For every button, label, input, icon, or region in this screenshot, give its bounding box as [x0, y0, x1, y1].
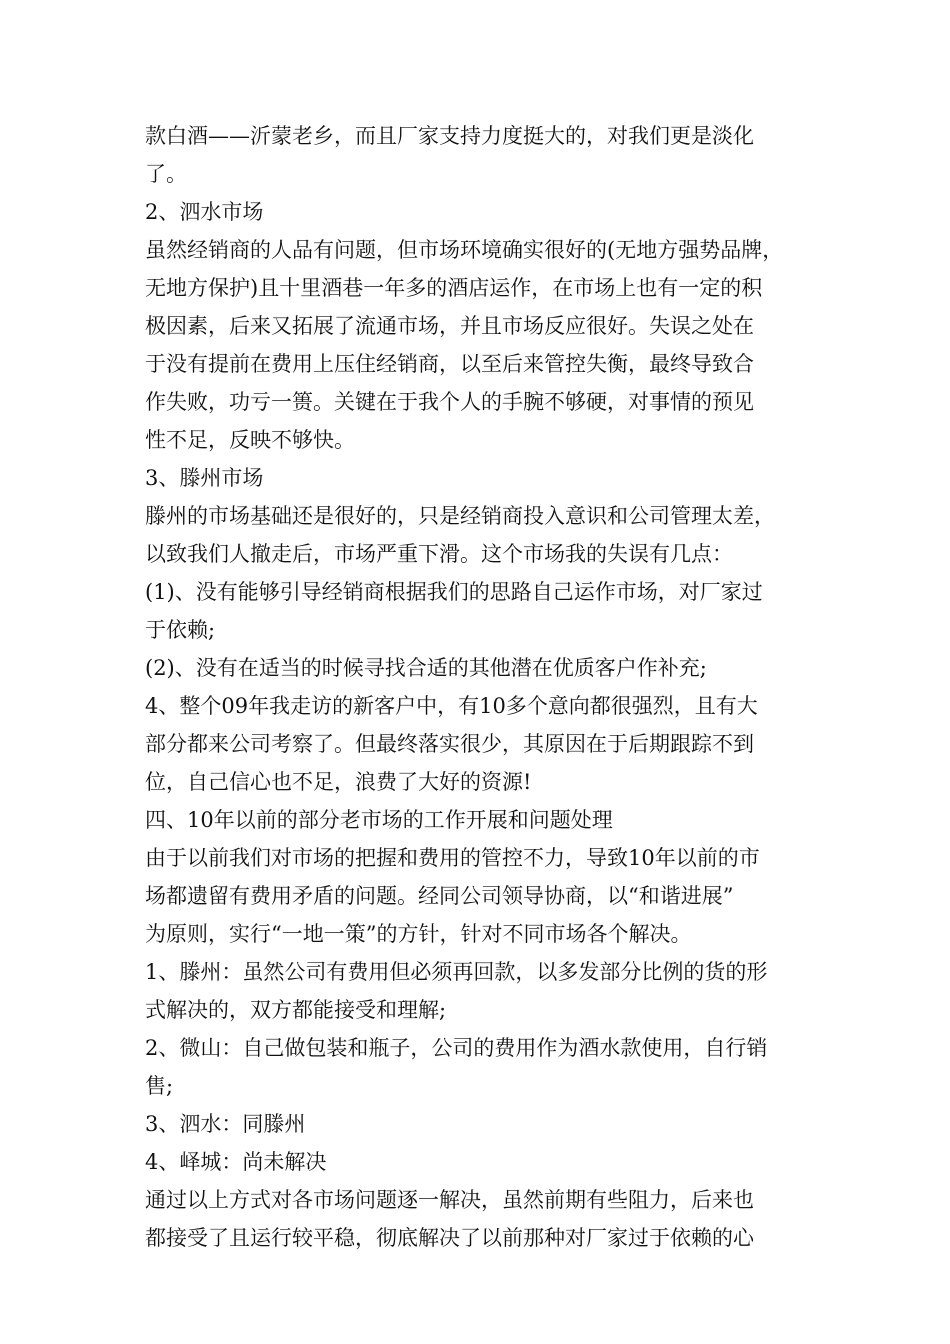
list-item: 4、峄城：尚未解决	[145, 1150, 327, 1174]
text-line: 性不足，反映不够快。	[145, 428, 355, 452]
text-line: 场都遗留有费用矛盾的问题。经同公司领导协商，以“和谐进展”	[145, 884, 734, 908]
section-heading: 2、泗水市场	[145, 200, 264, 224]
text-line: 于依赖;	[145, 618, 216, 642]
text-line: 无地方保护)且十里酒巷一年多的酒店运作，在市场上也有一定的积	[145, 276, 763, 300]
text-line: 滕州的市场基础还是很好的，只是经销商投入意识和公司管理太差，	[145, 504, 775, 528]
text-line: 都接受了且运行较平稳，彻底解决了以前那种对厂家过于依赖的心	[145, 1226, 754, 1250]
text-line: 通过以上方式对各市场问题逐一解决，虽然前期有些阻力，后来也	[145, 1188, 754, 1212]
list-item: 3、泗水：同滕州	[145, 1112, 306, 1136]
text-line: 了。	[145, 162, 187, 186]
text-line: 由于以前我们对市场的把握和费用的管控不力，导致10年以前的市	[145, 846, 760, 870]
text-line: 以致我们人撤走后，市场严重下滑。这个市场我的失误有几点：	[145, 542, 733, 566]
text-line: 位，自己信心也不足，浪费了大好的资源!	[145, 770, 532, 794]
list-item: 2、微山：自己做包装和瓶子，公司的费用作为酒水款使用，自行销	[145, 1036, 768, 1060]
text-line: 作失败，功亏一篑。关键在于我个人的手腕不够硬，对事情的预见	[145, 390, 754, 414]
list-item: (1)、没有能够引导经销商根据我们的思路自己运作市场，对厂家过	[145, 580, 763, 604]
list-item: (2)、没有在适当的时候寻找合适的其他潜在优质客户作补充;	[145, 656, 707, 680]
text-line: 款白酒——沂蒙老乡，而且厂家支持力度挺大的，对我们更是淡化	[145, 124, 754, 148]
text-line: 极因素，后来又拓展了流通市场，并且市场反应很好。失误之处在	[145, 314, 754, 338]
section-heading: 3、滕州市场	[145, 466, 264, 490]
text-line: 于没有提前在费用上压住经销商，以至后来管控失衡，最终导致合	[145, 352, 754, 376]
document-body	[145, 117, 815, 1257]
text-line: 为原则，实行“一地一策”的方针，针对不同市场各个解决。	[145, 922, 692, 946]
list-item: 4、整个09年我走访的新客户中，有10多个意向都很强烈，且有大	[145, 694, 758, 718]
text-line: 售;	[145, 1074, 174, 1098]
text-line: 部分都来公司考察了。但最终落实很少，其原因在于后期跟踪不到	[145, 732, 754, 756]
text-line: 式解决的，双方都能接受和理解;	[145, 998, 447, 1022]
text-line: 虽然经销商的人品有问题，但市场环境确实很好的(无地方强势品牌，	[145, 238, 784, 262]
list-item: 1、滕州：虽然公司有费用但必须再回款，以多发部分比例的货的形	[145, 960, 768, 984]
section-heading: 四、10年以前的部分老市场的工作开展和问题处理	[145, 808, 613, 832]
